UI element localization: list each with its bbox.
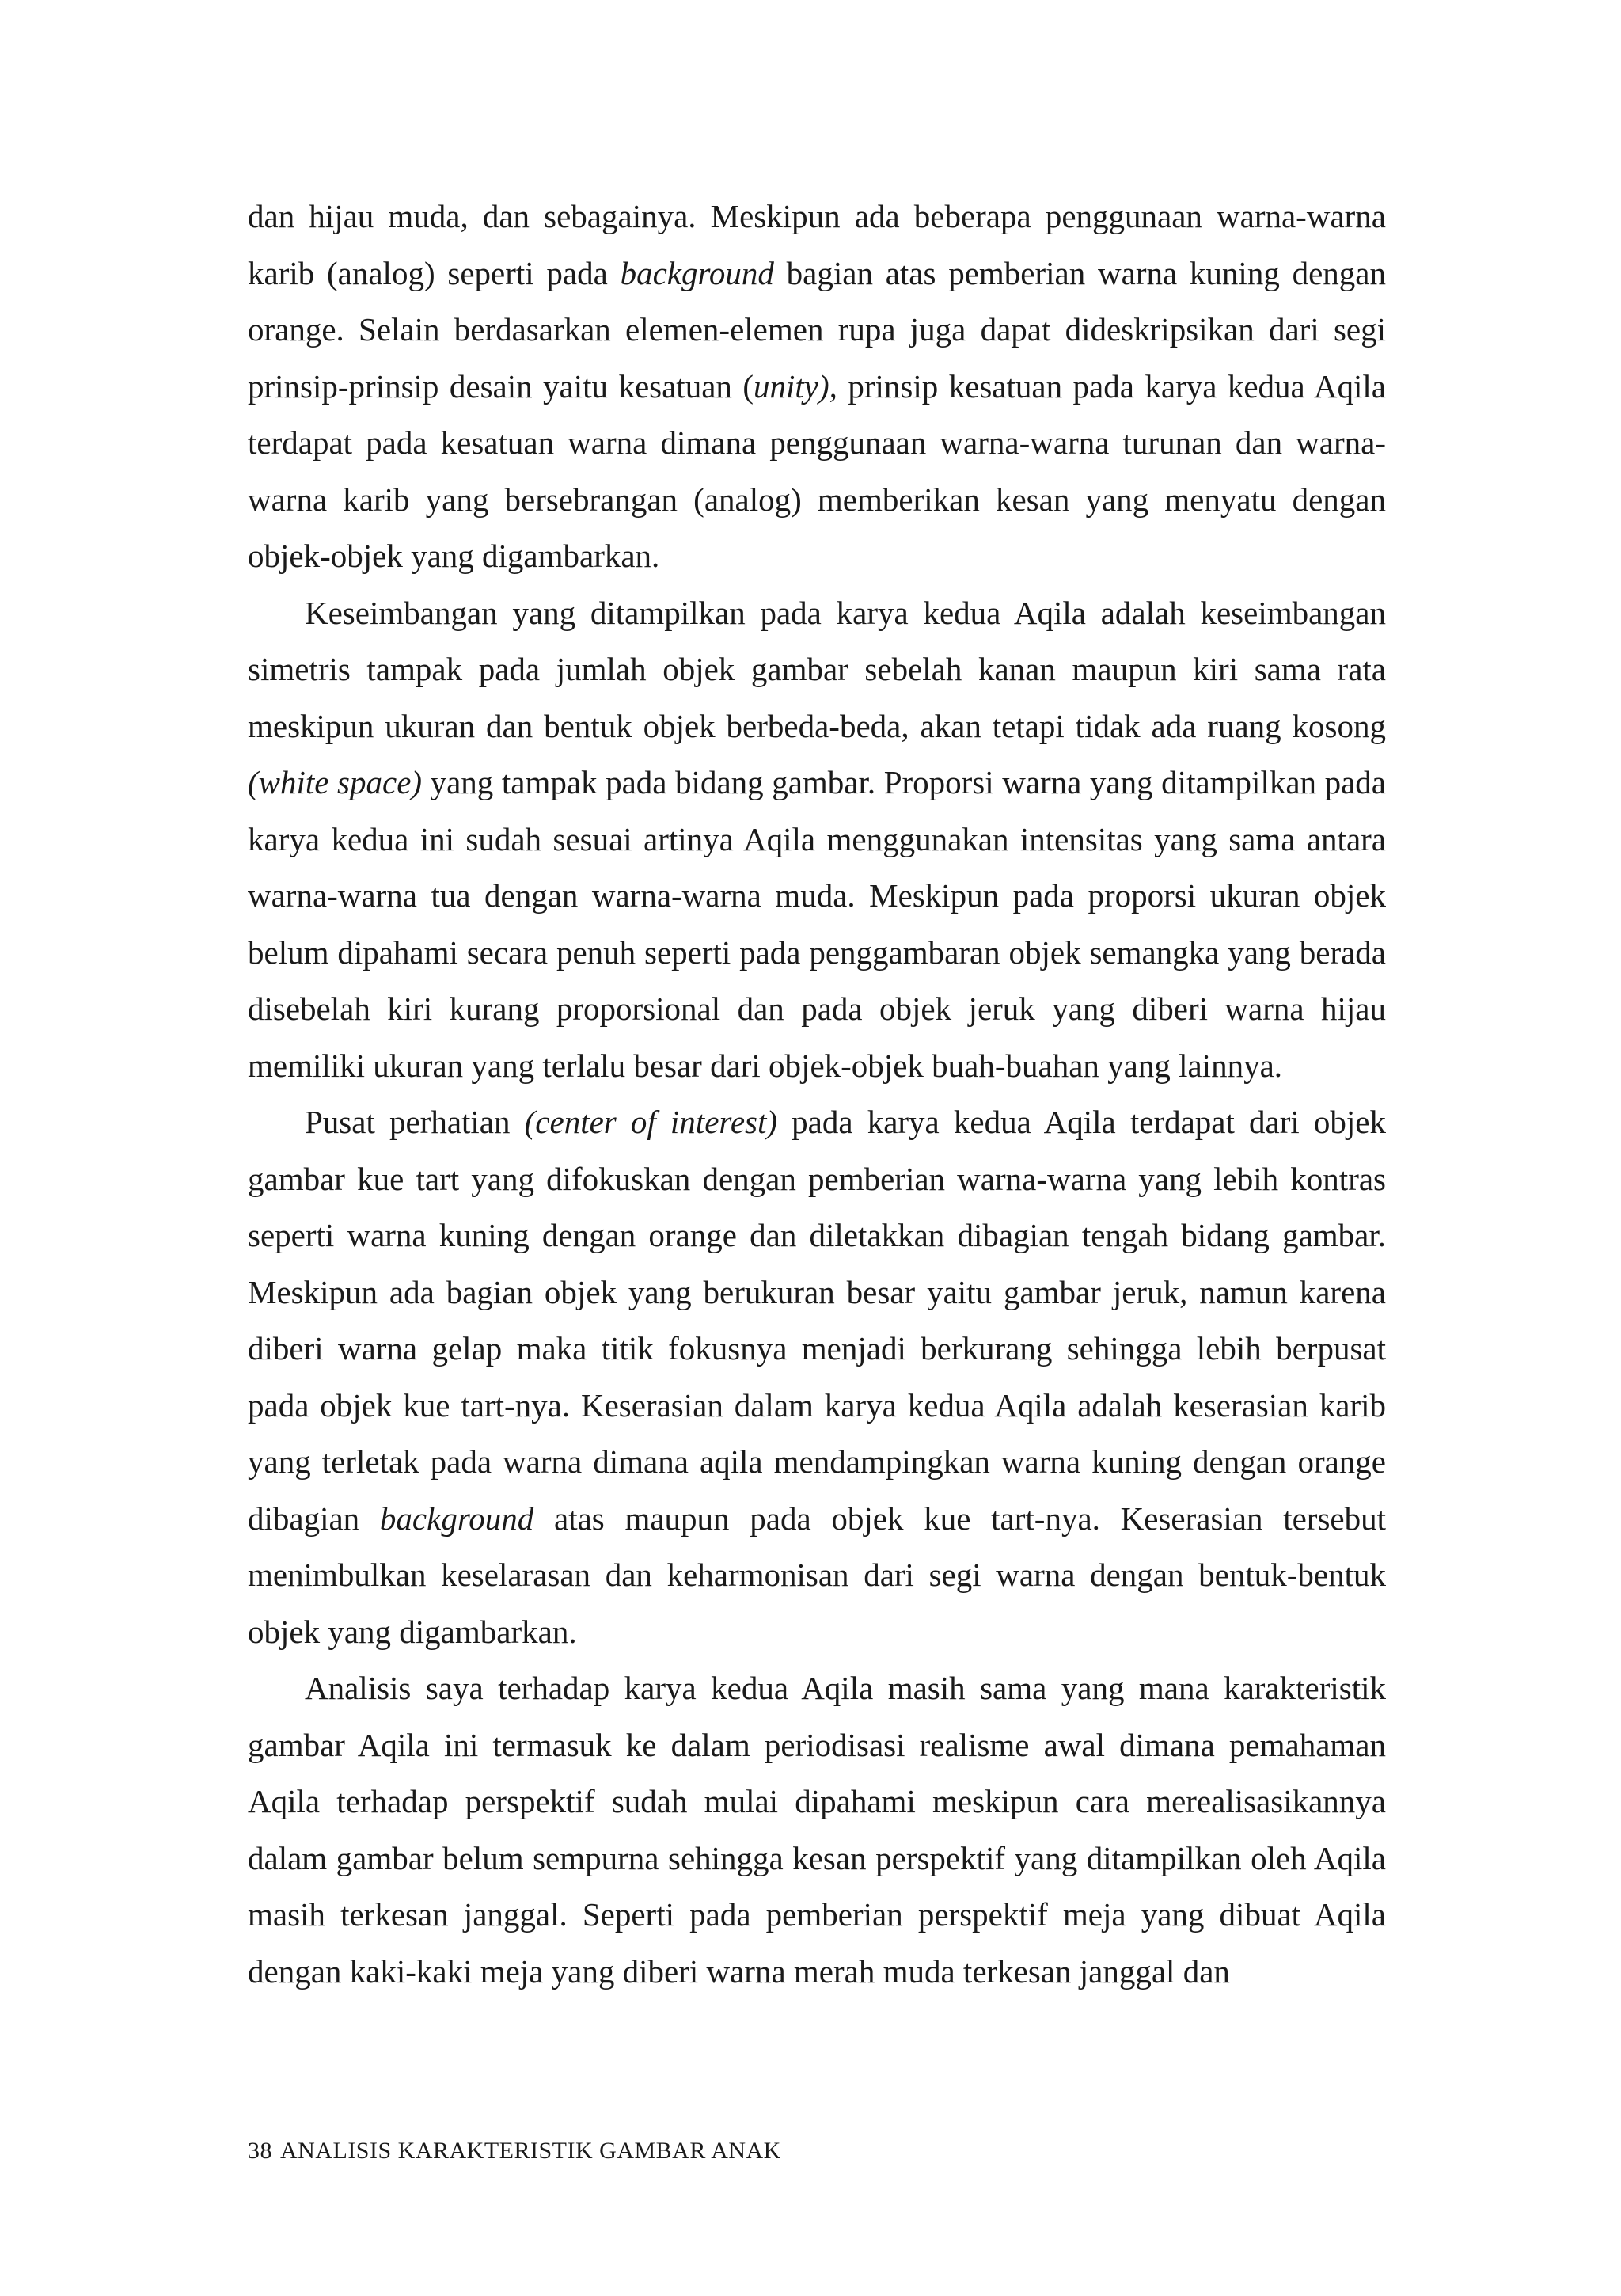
paragraph-2 xyxy=(248,585,1386,1095)
text-segment: bagian atas pemberian warna kuning dengan orange. Selain berdasarkan elemen-elemen rupa juga dapat dideskripsikan dari segi prinsip-prinsip desain yaitu kesatuan ( xyxy=(248,254,1386,405)
italic-text-segment: (center of interest) xyxy=(524,1104,778,1140)
italic-text-segment: background xyxy=(379,1500,534,1537)
text-segment: Pusat perhatian xyxy=(305,1104,525,1140)
italic-text-segment: unity), xyxy=(754,367,837,405)
text-segment: atas maupun pada objek kue tart-nya. Keserasian tersebut menimbulkan keselarasan dan keharmonisan dari segi warna dengan bentuk-bentuk objek yang digambarkan. xyxy=(248,1500,1387,1650)
italic-text-segment: (white space) xyxy=(248,764,423,800)
page-footer xyxy=(248,2138,781,2165)
paragraph-4 xyxy=(248,1660,1386,2000)
running-title: ANALISIS KARAKTERISTIK GAMBAR ANAK xyxy=(280,2138,781,2164)
italic-text-segment: background xyxy=(620,254,774,291)
text-segment: prinsip kesatuan pada karya kedua Aqila terdapat pada kesatuan warna dimana penggunaan warna-warna turunan dan warna-warna karib yang bersebrangan (analog) memberikan kesan yang menyatu dengan objek-objek yang digambarkan. xyxy=(248,367,1386,574)
body-text xyxy=(248,188,1386,2000)
paragraph-1 xyxy=(248,188,1386,585)
page-number: 38 xyxy=(248,2138,272,2164)
paragraph-3 xyxy=(248,1094,1386,1660)
text-segment: dan hijau muda, dan sebagainya. Meskipun ada beberapa penggunaan warna-warna karib (analog) seperti pada xyxy=(248,198,1386,291)
text-segment: Keseimbangan yang ditampilkan pada karya kedua Aqila adalah keseimbangan simetris tampak pada jumlah objek gambar sebelah kanan maupun kiri sama rata meskipun ukuran dan bentuk objek berbeda-beda, akan tetapi tidak ada ruang kosong xyxy=(248,594,1386,744)
text-segment: Analisis saya terhadap karya kedua Aqila masih sama yang mana karakteristik gambar Aqila ini termasuk ke dalam periodisasi realisme awal dimana pemahaman Aqila terhadap perspektif sudah mulai dipahami meskipun cara merealisasikannya dalam gambar belum sempurna sehingga kesan perspektif yang ditampilkan oleh Aqila masih terkesan janggal. Seperti pada pemberian perspektif meja yang dibuat Aqila dengan kaki-kaki meja yang diberi warna merah muda terkesan janggal dan xyxy=(248,1670,1386,1990)
text-segment: pada karya kedua Aqila terdapat dari objek gambar kue tart yang difokuskan dengan pemberian warna-warna yang lebih kontras seperti warna kuning dengan orange dan diletakkan dibagian tengah bidang gambar. Meskipun ada bagian objek yang berukuran besar yaitu gambar jeruk, namun karena diberi warna gelap maka titik fokusnya menjadi berkurang sehingga lebih berpusat pada objek kue tart-nya. Keserasian dalam karya kedua Aqila adalah keserasian karib yang terletak pada warna dimana aqila mendampingkan warna kuning dengan orange dibagian xyxy=(248,1104,1386,1537)
text-segment: yang tampak pada bidang gambar. Proporsi warna yang ditampilkan pada karya kedua ini sudah sesuai artinya Aqila menggunakan intensitas yang sama antara warna-warna tua dengan warna-warna muda. Meskipun pada proporsi ukuran objek belum dipahami secara penuh seperti pada penggambaran objek semangka yang berada disebelah kiri kurang proporsional dan pada objek jeruk yang diberi warna hijau memiliki ukuran yang terlalu besar dari objek-objek buah-buahan yang lainnya. xyxy=(248,764,1386,1084)
